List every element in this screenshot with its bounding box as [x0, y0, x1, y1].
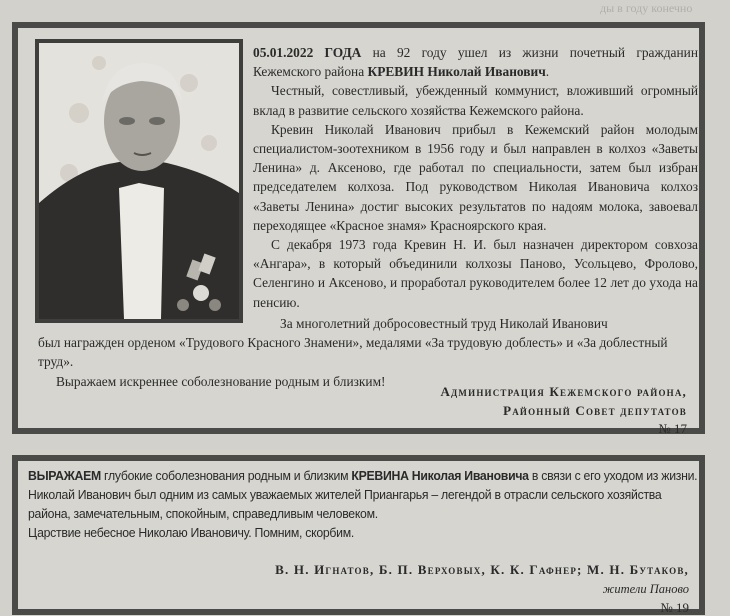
- condolence-text-2: в связи с его уходом из жизни. Николай Иванович был одним из самых уважаемых жителей Приангарья – легендой в отрасли сельского хозяйства района, замечательным, спокойным, справедливым человеком.: [28, 468, 698, 521]
- condolence-box: [12, 455, 705, 615]
- signature-administration: Администрация Кежемского района,: [440, 384, 687, 399]
- paragraph: Кревин Николай Иванович прибыл в Кежемский район молодым специалистом-зоотехником в 1956 году и был направлен в колхоз «Заветы Ленина» д. Аксеново, где работал по специальности, затем был избран председателем колхоза. Под руководством Николая Ивановича колхоз «Заветы Ленина» достиг высоких результатов по надоям молока, завоевал переходящее «Красное знамя» Красноярского края.: [253, 121, 698, 233]
- bleed-text: ды в году конечно: [600, 1, 693, 15]
- obituary-box: [12, 22, 705, 434]
- intro-paragraph: [253, 43, 698, 81]
- notice-number: № 19: [660, 600, 689, 615]
- paragraph: С декабря 1973 года Кревин Н. И. был назначен директором совхоза «Ангара», в который объединили колхозы Паново, Усольцево, Фролово, Селенгино и Аксеново, и проработал руководителем более 12 лет до ухода на пенсию.: [253, 237, 698, 310]
- portrait-image-icon: [39, 43, 239, 319]
- intro-end: .: [545, 64, 550, 80]
- obituary-body: [253, 43, 698, 312]
- condolence-line: Выражаем искреннее соболезнование родным и близким!: [56, 373, 386, 389]
- death-date: 05.01.2022 ГОДА: [253, 45, 362, 60]
- condolence-name: КРЕВИНА Николая Ивановича: [351, 468, 529, 483]
- portrait-photo: [35, 39, 243, 323]
- award-line-1: За многолетний добросовестный труд Николай Иванович: [280, 316, 608, 331]
- condolence-text-1: глубокие соболезнования родным и близким: [100, 468, 352, 483]
- residents-label: жители Паново: [602, 582, 689, 596]
- notice-number: № 17: [658, 421, 687, 436]
- deceased-name: КРЕВИН Николай Иванович: [367, 64, 546, 80]
- award-line-2: был награжден орденом «Трудового Красного Знамени», медалями «За трудовую доблесть» и «За доблестный труд».: [38, 335, 668, 370]
- condolence-paragraph: [28, 466, 699, 523]
- signatories: В. Н. Игнатов, Б. П. Верховых, К. К. Гафнер; М. Н. Бутаков,: [275, 562, 689, 577]
- condolence-closing: Царствие небесное Николаю Ивановичу. Помним, скорбим.: [28, 525, 355, 540]
- intro-text: на 92 году ушел из жизни почетный гражданин Кежемского района: [253, 45, 698, 80]
- award-paragraph: [38, 314, 698, 391]
- previous-article-bleed: [0, 0, 730, 22]
- condolence-body: [28, 466, 699, 542]
- signature-council: Районный Совет депутатов: [503, 403, 687, 418]
- paragraph: Честный, совестливый, убежденный коммунист, вложивший огромный вклад в развитие сельского хозяйства Кежемского района.: [253, 83, 698, 118]
- condolence-lead: ВЫРАЖАЕМ: [28, 468, 101, 483]
